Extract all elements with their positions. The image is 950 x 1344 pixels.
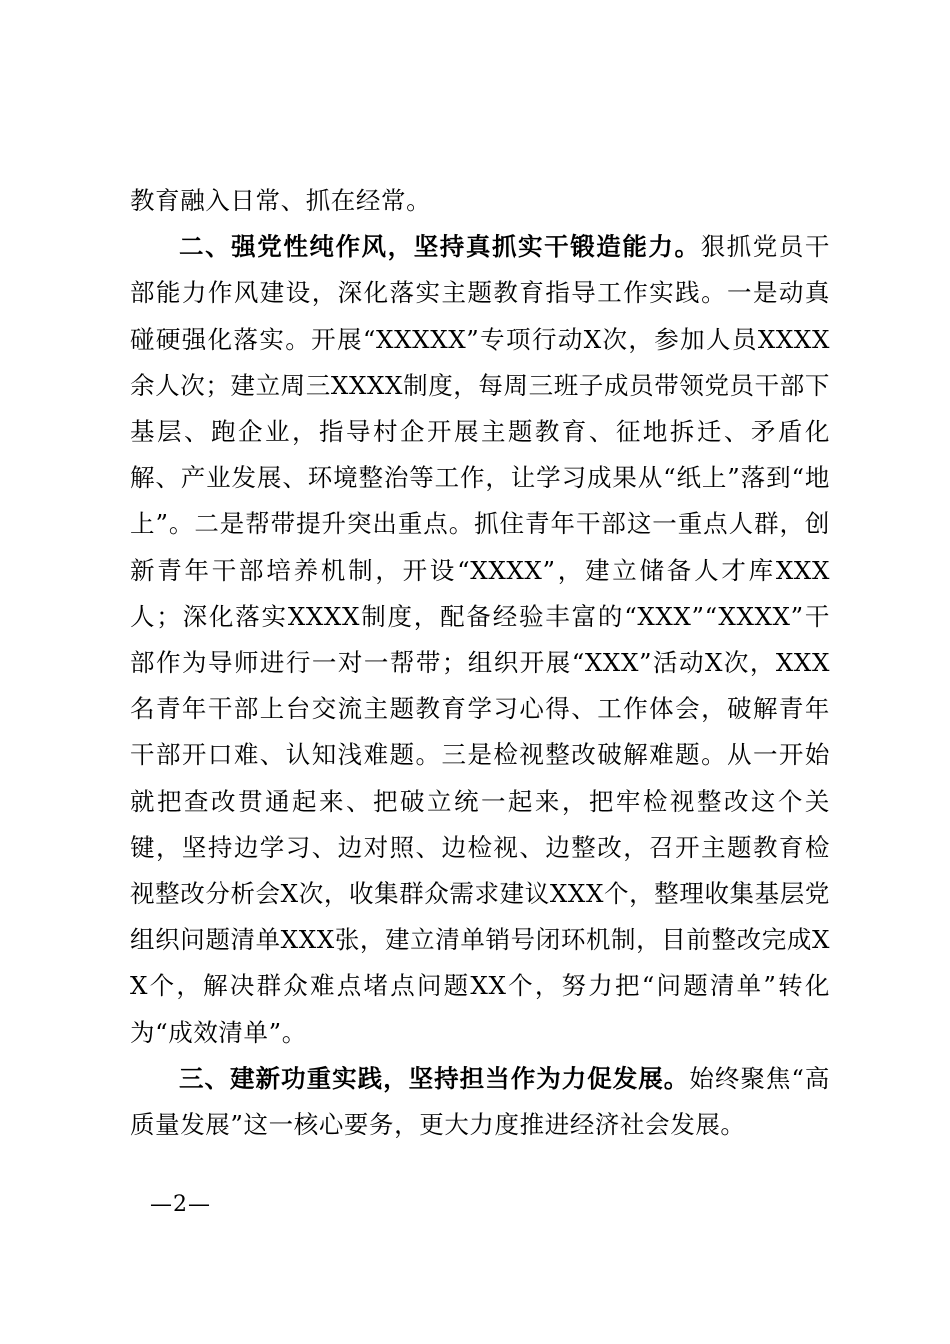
section-heading-three: 三、建新功重实践，坚持担当作为力促发展。 — [179, 1063, 690, 1093]
paragraph-text: 始终聚焦“高质量发展”这一核心要务，更大力度推进经济社会发展。 — [130, 1063, 831, 1140]
paragraph-text: 教育融入日常、抓在经常。 — [130, 186, 432, 215]
page-number: —2— — [150, 1192, 211, 1217]
paragraph-text: 狠抓党员干部能力作风建设，深化落实主题教育指导工作实践。一是动真碰硬强化落实。开展“XXXXX”专项行动X次，参加人员XXXX余人次；建立周三XXXX制度，每周三班子成员带领党员干部下基层、跑企业，指导村企开展主题教育、征地拆迁、矛盾化解、产业发展、环境整治等工作，让学习成果从“纸上”落到“地上”。二是帮带提升突出重点。抓住青年干部这一重点人群，创新青年干部培养机制，开设“XXXX”，建立储备人才库XXX人；深化落实XXXX制度，配备经验丰富的“XXX”“XXXX”干部作为导师进行一对一帮带；组织开展“XXX”活动X次，XXX名青年干部上台交流主题教育学习心得、工作体会，破解青年干部开口难、认知浅难题。三是检视整改破解难题。从一开始就把查改贯通起来、把破立统一起来，把牢检视整改这个关键，坚持边学习、边对照、边检视、边整改，召开主题教育检视整改分析会X次，收集群众需求建议XXX个，整理收集基层党组织问题清单XXX张，建立清单销号闭环机制，目前整改完成XX个，解决群众难点堵点问题XX个，努力把“问题清单”转化为“成效清单”。 — [130, 232, 831, 1047]
section-heading-two: 二、强党性纯作风，坚持真抓实干锻造能力。 — [179, 232, 701, 262]
paragraph-section-three — [130, 1056, 830, 1148]
paragraph-continuation — [130, 178, 830, 224]
document-body — [130, 178, 830, 1148]
paragraph-section-two — [130, 224, 830, 1056]
